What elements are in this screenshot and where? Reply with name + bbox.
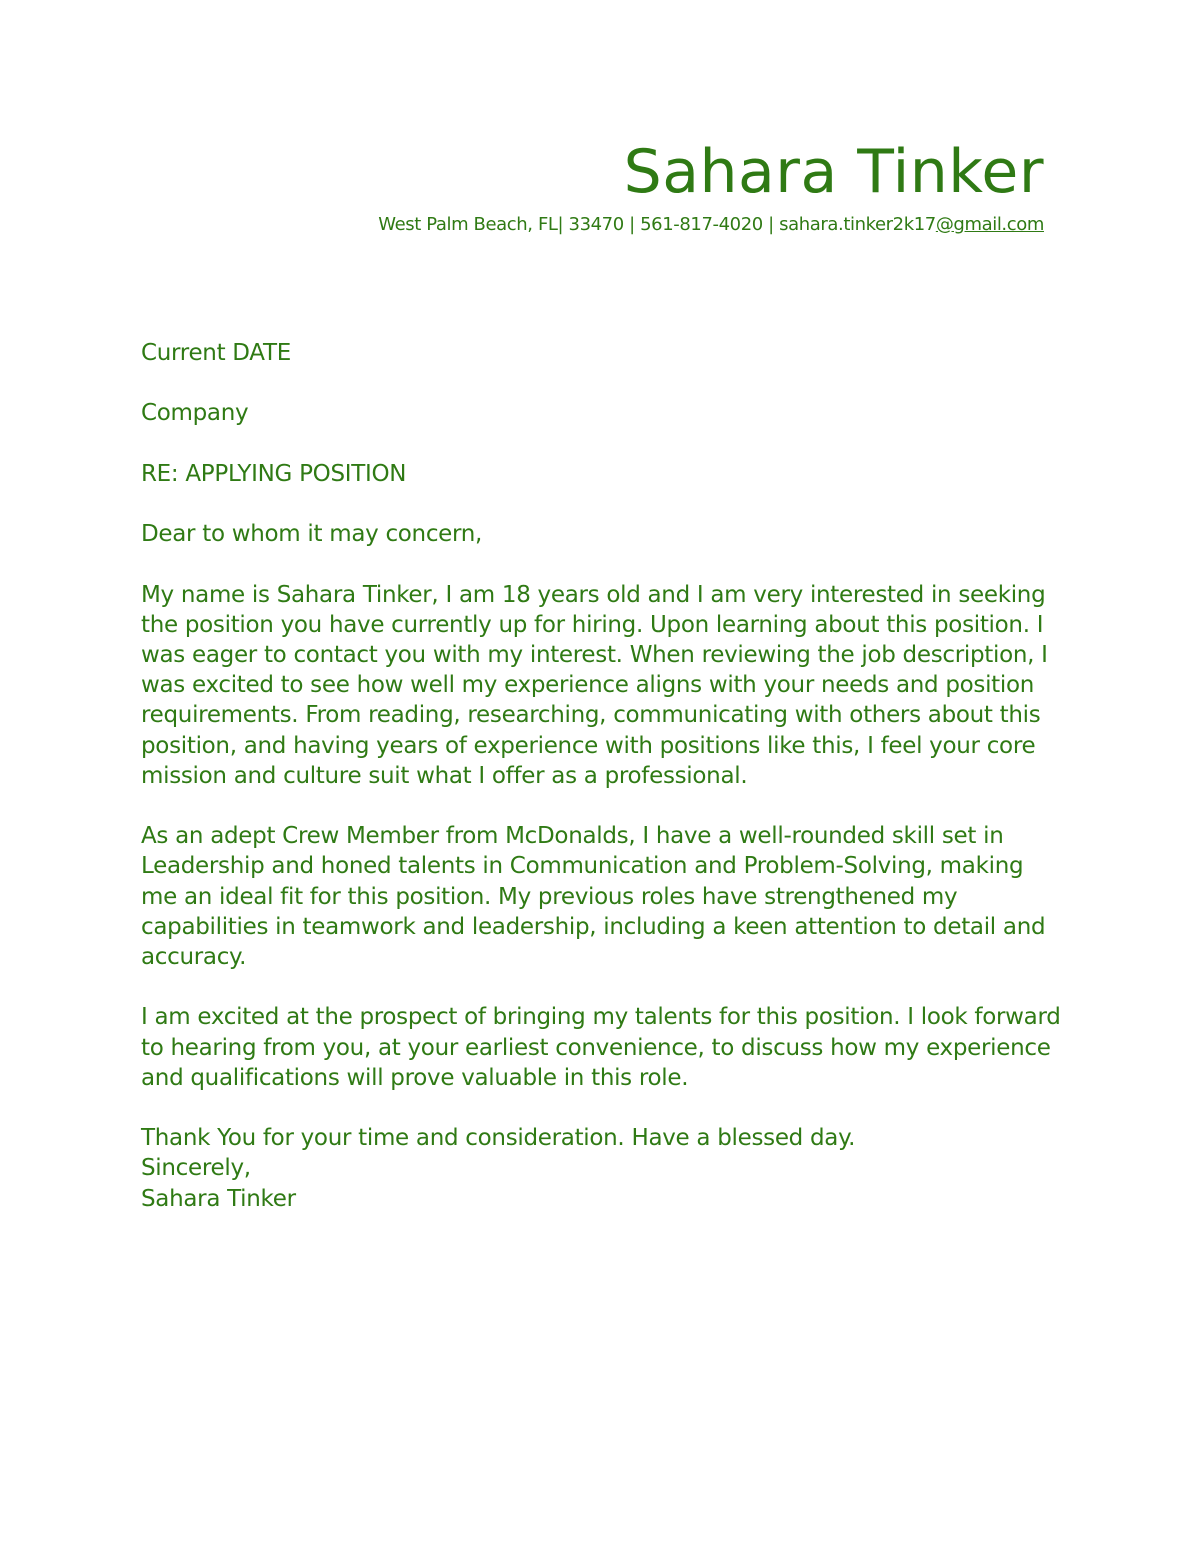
letterhead (378, 138, 1044, 238)
paragraph-experience: As an adept Crew Member from McDonalds, I have a well-rounded skill set in Leadership and honed talents in Communication and Problem-Solving, making me an ideal fit for this position. My previous roles have strengthened my capabilities in teamwork and leadership, including a keen attention to detail and accuracy. (141, 823, 1046, 970)
location-text: West Palm Beach, FL| 33470 (378, 214, 624, 235)
contact-line (378, 212, 1044, 238)
signoff-line: Sincerely, (141, 1155, 251, 1182)
company-line: Company (141, 400, 249, 427)
sender-name: Sahara Tinker (623, 137, 1044, 207)
thanks-line: Thank You for your time and consideration. Have a blessed day. (141, 1125, 856, 1152)
email-user-text: sahara.tinker2k17 (779, 214, 936, 235)
phone-text: 561-817-4020 (640, 214, 763, 235)
email-link[interactable]: @gmail.com (935, 214, 1044, 235)
subject-line: RE: APPLYING POSITION (141, 460, 407, 487)
paragraph-closing: I am excited at the prospect of bringing my talents for this position. I look forward to hearing from you, at your earliest convenience, to discuss how my experience and qualifications will prove valuable in this role. (141, 1004, 1061, 1091)
letter-body (141, 338, 1066, 1214)
separator: | (762, 214, 780, 235)
separator: | (623, 214, 641, 235)
signature-line: Sahara Tinker (141, 1185, 296, 1212)
date-line: Current DATE (141, 340, 291, 366)
paragraph-intro: My name is Sahara Tinker, I am 18 years old and I am very interested in seeking the position you have currently up for hiring. Upon learning about this position. I was eager to contact you with my interest. When reviewing the job description, I was excited to see how well my experience aligns with your needs and position requirements. From reading, researching, communicating with others about this position, and having years of experience with positions like this, I feel your core mission and culture suit what I offer as a professional. (141, 581, 1048, 789)
closing-block (141, 1123, 1066, 1214)
salutation: Dear to whom it may concern, (141, 521, 483, 548)
